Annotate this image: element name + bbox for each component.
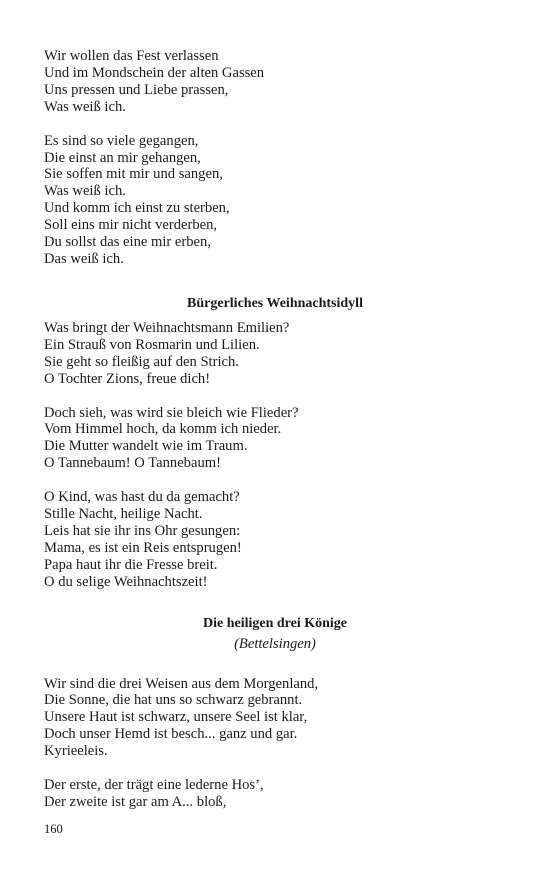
verse-line: Das weiß ich. bbox=[44, 250, 124, 267]
verse-line: Doch unser Hemd ist besch... ganz und gar. bbox=[44, 726, 298, 743]
verse-line: Ein Strauß von Rosmarin und Lilien. bbox=[44, 336, 260, 353]
verse-line: Die Sonne, die hat uns so schwarz gebrannt. bbox=[44, 692, 303, 709]
stanza bbox=[44, 48, 506, 116]
verse-line: O Kind, was hast du da gemacht? bbox=[44, 489, 240, 506]
verse-line: Uns pressen und Liebe prassen, bbox=[44, 81, 229, 98]
stanza bbox=[44, 676, 506, 761]
verse-line: O Tochter Zions, freue dich! bbox=[44, 370, 211, 387]
verse-line: Sie soffen mit mir und sangen, bbox=[44, 166, 223, 183]
poem-subtitle: (Bettelsingen) bbox=[234, 635, 316, 652]
verse-line: Mama, es ist ein Reis entsprugen! bbox=[44, 539, 242, 556]
verse-line: Wir wollen das Fest verlassen bbox=[44, 48, 219, 64]
verse-line: O du selige Weihnachtszeit! bbox=[44, 573, 208, 590]
poem-title: Die heiligen drei Könige bbox=[202, 615, 347, 631]
verse-line: Was weiß ich. bbox=[44, 98, 126, 115]
verse-line: Sie geht so fleißig auf den Strich. bbox=[44, 353, 239, 370]
verse-line: Der zweite ist gar am A... bloß, bbox=[44, 794, 227, 810]
page-number: 160 bbox=[44, 822, 63, 836]
verse-line: Soll eins mir nicht verderben, bbox=[44, 217, 218, 234]
page-content bbox=[44, 48, 506, 811]
verse-line: Papa haut ihr die Fresse breit. bbox=[44, 556, 218, 573]
verse-line: Und komm ich einst zu sterben, bbox=[44, 200, 230, 217]
stanza bbox=[44, 133, 506, 268]
poem-ending bbox=[44, 48, 506, 268]
stanza bbox=[44, 405, 506, 473]
verse-line: Der erste, der trägt eine lederne Hos’, bbox=[44, 777, 264, 794]
stanza bbox=[44, 777, 506, 811]
verse-line: Doch sieh, was wird sie bleich wie Flieder? bbox=[44, 404, 299, 421]
verse-line: Die Mutter wandelt wie im Traum. bbox=[44, 438, 248, 455]
verse-line: Du sollst das eine mir erben, bbox=[44, 234, 211, 251]
verse-line: Und im Mondschein der alten Gassen bbox=[44, 64, 265, 81]
verse-line: Stille Nacht, heilige Nacht. bbox=[44, 506, 203, 523]
verse-line: Vom Himmel hoch, da komm ich nieder. bbox=[44, 421, 282, 438]
verse-line: Was weiß ich. bbox=[44, 183, 126, 200]
poem-buergerliches-weihnachtsidyll bbox=[44, 295, 506, 591]
verse-line: Es sind so viele gegangen, bbox=[44, 132, 199, 149]
verse-line: Leis hat sie ihr ins Ohr gesungen: bbox=[44, 522, 241, 539]
stanza bbox=[44, 320, 506, 388]
verse-line: O Tannebaum! O Tannebaum! bbox=[44, 455, 221, 472]
verse-line: Kyrieeleis. bbox=[44, 743, 108, 760]
poem-title: Bürgerliches Weihnachtsidyll bbox=[187, 295, 363, 311]
verse-line: Was bringt der Weihnachtsmann Emilien? bbox=[44, 319, 290, 336]
poem-die-heiligen-drei-koenige bbox=[44, 615, 506, 811]
verse-line: Unsere Haut ist schwarz, unsere Seel ist klar, bbox=[44, 709, 308, 726]
verse-line: Die einst an mir gehangen, bbox=[44, 149, 201, 166]
verse-line: Wir sind die drei Weisen aus dem Morgenland, bbox=[44, 675, 319, 692]
stanza bbox=[44, 489, 506, 590]
